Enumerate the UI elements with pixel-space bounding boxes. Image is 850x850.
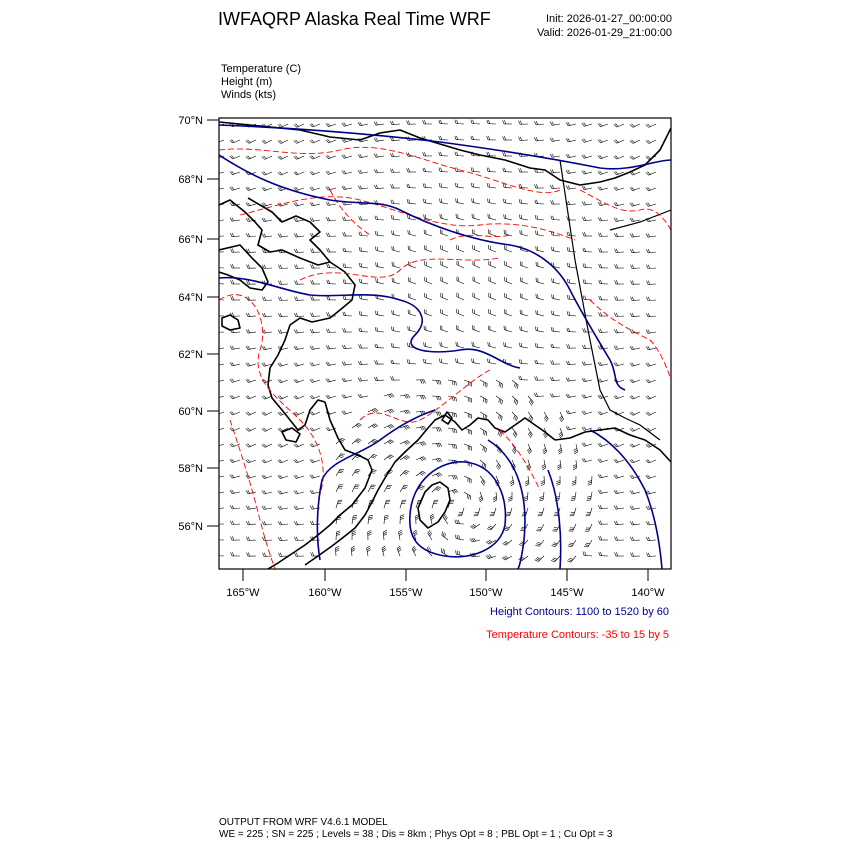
lat-label-56: 56°N xyxy=(178,521,203,533)
latitude-axis xyxy=(207,120,219,526)
lon-label-150: 150°W xyxy=(469,587,503,599)
model-config-footer: WE = 225 ; SN = 225 ; Levels = 38 ; Dis = 8km ; Phys Opt = 8 ; PBL Opt = 1 ; Cu Opt = 3 xyxy=(219,829,613,840)
longitude-axis xyxy=(243,569,648,581)
field-winds-label: Winds (kts) xyxy=(221,89,276,101)
field-temperature-label: Temperature (C) xyxy=(221,63,302,75)
lon-label-155: 155°W xyxy=(389,587,423,599)
lon-label-140: 140°W xyxy=(631,587,665,599)
init-time: Init: 2026-01-27_00:00:00 xyxy=(546,13,672,25)
lon-label-145: 145°W xyxy=(550,587,584,599)
lat-label-62: 62°N xyxy=(178,349,203,361)
lon-label-165: 165°W xyxy=(226,587,260,599)
valid-time: Valid: 2026-01-29_21:00:00 xyxy=(537,27,672,39)
lat-label-64: 64°N xyxy=(178,292,203,304)
lat-label-70: 70°N xyxy=(178,115,203,127)
height-contours-legend: Height Contours: 1100 to 1520 by 60 xyxy=(490,606,669,618)
latitude-labels xyxy=(178,115,203,533)
lon-label-160: 160°W xyxy=(308,587,342,599)
map-title: IWFAQRP Alaska Real Time WRF xyxy=(218,9,491,29)
lat-label-68: 68°N xyxy=(178,174,203,186)
longitude-labels xyxy=(226,587,665,599)
lat-label-60: 60°N xyxy=(178,406,203,418)
lat-label-58: 58°N xyxy=(178,463,203,475)
plot-area xyxy=(219,118,671,569)
lat-label-66: 66°N xyxy=(178,234,203,246)
field-height-label: Height (m) xyxy=(221,76,273,88)
temperature-contours-legend: Temperature Contours: -35 to 15 by 5 xyxy=(486,629,669,641)
model-footer: OUTPUT FROM WRF V4.6.1 MODEL xyxy=(219,817,388,828)
